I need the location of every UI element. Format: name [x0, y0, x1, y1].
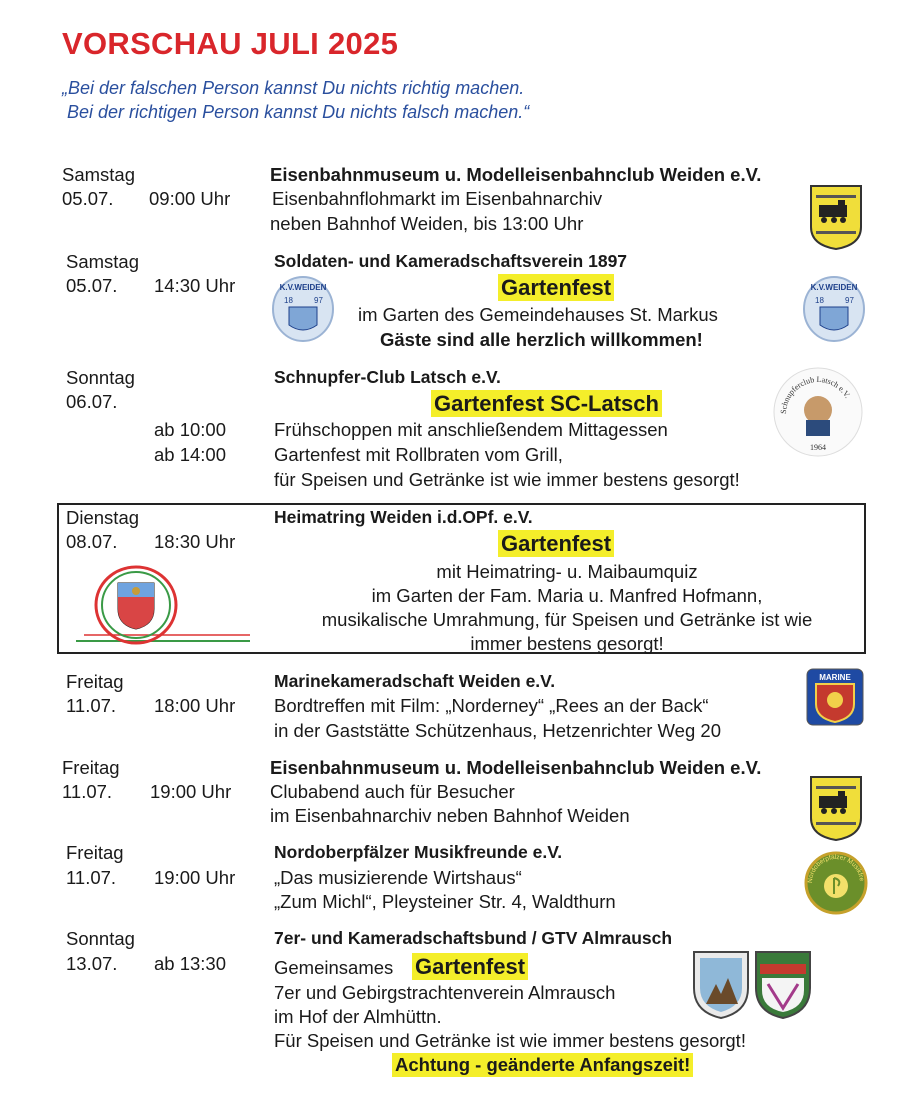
- event-highlight: Gartenfest: [412, 953, 528, 980]
- event-line: 7er und Gebirgstrachtenverein Almrausch: [274, 982, 616, 1003]
- event-day: Sonntag: [66, 367, 135, 388]
- event-time: 09:00 Uhr: [149, 188, 231, 209]
- event-time: 14:30 Uhr: [154, 275, 236, 296]
- event-line: immer bestens gesorgt!: [470, 633, 664, 654]
- event-line: Für Speisen und Getränke ist wie immer bestens gesorgt!: [274, 1030, 746, 1051]
- event-time: 19:00 Uhr: [154, 867, 236, 888]
- svg-text:Schnupferclub Latsch e.V.: Schnupferclub Latsch e.V.: [778, 374, 853, 415]
- event-time: ab 14:00: [154, 444, 227, 465]
- event-organizer: Nordoberpfälzer Musikfreunde e.V.: [274, 842, 563, 862]
- event-date: 05.07.: [66, 275, 118, 296]
- heimatring-crest-icon: [68, 557, 256, 651]
- event-line: neben Bahnhof Weiden, bis 13:00 Uhr: [270, 213, 584, 234]
- event-time: ab 10:00: [154, 419, 227, 440]
- event-organizer: Soldaten- und Kameradschaftsverein 1897: [274, 251, 628, 271]
- event-date: 11.07.: [66, 695, 117, 716]
- event-line: im Eisenbahnarchiv neben Bahnhof Weiden: [270, 805, 630, 826]
- marine-crest-icon: [804, 666, 866, 728]
- svg-text:18: 18: [815, 296, 824, 305]
- svg-text:Nordoberpfälzer Musikfreunde: Nordoberpfälzer Musikfre: [806, 853, 865, 884]
- event-day: Samstag: [62, 164, 136, 185]
- kv-weiden-logo-left-icon: [271, 275, 335, 343]
- event-organizer: Eisenbahnmuseum u. Modelleisenbahnclub Weiden e.V.: [270, 757, 762, 778]
- event-line: Gäste sind alle herzlich willkommen!: [380, 329, 703, 350]
- schnupferclub-logo-icon: [772, 366, 864, 458]
- event-highlight: Gartenfest: [498, 530, 614, 557]
- event-highlight: Gartenfest SC-Latsch: [431, 390, 662, 417]
- event-date: 05.07.: [62, 188, 114, 209]
- event-time: 18:30 Uhr: [154, 531, 236, 552]
- event-date: 11.07.: [66, 867, 117, 888]
- event-line: im Hof der Almhüttn.: [274, 1006, 442, 1027]
- svg-text:97: 97: [314, 296, 323, 305]
- event-line: „Zum Michl“, Pleysteiner Str. 4, Waldthurn: [274, 891, 616, 912]
- svg-text:18: 18: [284, 296, 293, 305]
- event-line: Gemeinsames: [274, 957, 394, 978]
- event-day: Freitag: [66, 671, 124, 692]
- event-date: 13.07.: [66, 953, 118, 974]
- event-date: 08.07.: [66, 531, 118, 552]
- event-line: im Garten der Fam. Maria u. Manfred Hofmann,: [371, 585, 763, 606]
- event-time: 19:00 Uhr: [150, 781, 232, 802]
- svg-text:97: 97: [845, 296, 854, 305]
- svg-text:1964: 1964: [810, 443, 826, 452]
- event-day: Freitag: [62, 757, 120, 778]
- event-line: mit Heimatring- u. Maibaumquiz: [436, 561, 698, 582]
- event-line: Bordtreffen mit Film: „Norderney“ „Rees an der Back“: [274, 695, 709, 716]
- quote-line-1: „Bei der falschen Person kannst Du nichts richtig machen.: [62, 78, 525, 98]
- event-time: ab 13:30: [154, 953, 227, 974]
- event-line: „Das musizierende Wirtshaus“: [274, 867, 522, 888]
- event-day: Dienstag: [66, 507, 140, 528]
- page-title: VORSCHAU JULI 2025: [62, 26, 399, 61]
- event-notice: Achtung - geänderte Anfangszeit!: [392, 1053, 693, 1077]
- quote-line-2: Bei der richtigen Person kannst Du nichts falsch machen.“: [67, 102, 530, 122]
- event-line: musikalische Umrahmung, für Speisen und Getränke ist wie: [321, 609, 813, 630]
- event-line: Eisenbahnflohmarkt im Eisenbahnarchiv: [272, 188, 603, 209]
- event-day: Sonntag: [66, 928, 135, 949]
- event-organizer: Marinekameradschaft Weiden e.V.: [274, 671, 556, 691]
- event-line: Frühschoppen mit anschließendem Mittagessen: [274, 419, 668, 440]
- svg-text:MARINE: MARINE: [819, 673, 851, 682]
- event-line: für Speisen und Getränke ist wie immer bestens gesorgt!: [274, 469, 740, 490]
- train-club-logo-icon: [808, 183, 864, 251]
- event-organizer: Schnupfer-Club Latsch e.V.: [274, 367, 501, 387]
- event-organizer: Eisenbahnmuseum u. Modelleisenbahnclub Weiden e.V.: [270, 164, 762, 185]
- event-organizer: Heimatring Weiden i.d.OPf. e.V.: [274, 507, 533, 527]
- event-time: 18:00 Uhr: [154, 695, 236, 716]
- event-date: 11.07.: [62, 781, 113, 802]
- svg-text:K.V.WEIDEN: K.V.WEIDEN: [810, 283, 858, 292]
- event-line: Clubabend auch für Besucher: [270, 781, 515, 802]
- event-day: Samstag: [66, 251, 140, 272]
- event-day: Freitag: [66, 842, 124, 863]
- kv-weiden-logo-right-icon: [802, 275, 866, 343]
- event-line: im Garten des Gemeindehauses St. Markus: [358, 304, 718, 325]
- event-organizer: 7er- und Kameradschaftsbund / GTV Almrausch: [274, 928, 673, 948]
- event-highlight: Gartenfest: [498, 274, 614, 301]
- musikfreunde-logo-icon: [804, 850, 868, 916]
- event-line: in der Gaststätte Schützenhaus, Hetzenrichter Weg 20: [274, 720, 721, 741]
- event-line: Gartenfest mit Rollbraten vom Grill,: [274, 444, 563, 465]
- event-date: 06.07.: [66, 391, 118, 412]
- train-club-logo-icon: [808, 774, 864, 842]
- almrausch-shields-icon: [690, 948, 814, 1022]
- svg-text:K.V.WEIDEN: K.V.WEIDEN: [279, 283, 327, 292]
